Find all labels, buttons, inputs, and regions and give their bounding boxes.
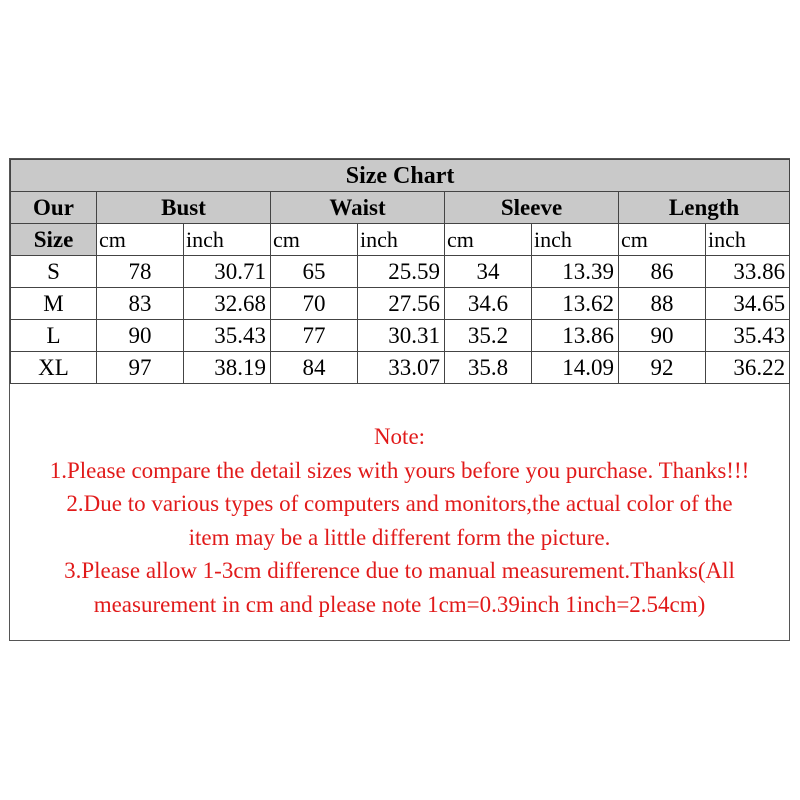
table-cell: 97 [97,352,184,384]
table-cell: 27.56 [358,288,445,320]
unit-label: cm [619,224,706,256]
table-cell: 35.8 [445,352,532,384]
note-line: 3.Please allow 1-3cm difference due to manual measurement.Thanks(All [64,558,735,583]
table-row [11,352,790,384]
table-cell: 83 [97,288,184,320]
size-chart-table [10,159,790,384]
table-cell: 34.65 [706,288,790,320]
unit-label: inch [706,224,790,256]
table-cell: 33.07 [358,352,445,384]
size-label: L [11,320,97,352]
size-label: S [11,256,97,288]
table-cell: 38.19 [184,352,271,384]
group-header-sleeve: Sleeve [445,192,619,224]
table-cell: 86 [619,256,706,288]
table-row [11,320,790,352]
unit-header-row [11,224,790,256]
table-row [11,256,790,288]
table-cell: 35.43 [184,320,271,352]
table-cell: 90 [97,320,184,352]
group-header-length: Length [619,192,790,224]
note-line: 2.Due to various types of computers and monitors,the actual color of the [66,491,733,516]
unit-label: cm [445,224,532,256]
note-line: measurement in cm and please note 1cm=0.39inch 1inch=2.54cm) [93,591,706,617]
table-cell: 36.22 [706,352,790,384]
table-cell: 35.2 [445,320,532,352]
group-header-row [11,192,790,224]
table-cell: 30.31 [358,320,445,352]
table-cell: 34 [445,256,532,288]
table-cell: 77 [271,320,358,352]
unit-label: cm [97,224,184,256]
table-cell: 35.43 [706,320,790,352]
table-cell: 13.62 [532,288,619,320]
table-cell: 65 [271,256,358,288]
group-header-waist: Waist [271,192,445,224]
size-label: M [11,288,97,320]
table-cell: 88 [619,288,706,320]
size-label: XL [11,352,97,384]
title-row [11,160,790,192]
table-cell: 34.6 [445,288,532,320]
note-line: item may be a little different form the picture. [188,524,611,550]
table-cell: 32.68 [184,288,271,320]
unit-label: inch [184,224,271,256]
table-cell: 14.09 [532,352,619,384]
size-header-size: Size [11,224,97,256]
table-cell: 84 [271,352,358,384]
unit-label: cm [271,224,358,256]
table-cell: 13.39 [532,256,619,288]
table-cell: 90 [619,320,706,352]
size-header-our: Our [11,192,97,224]
table-cell: 33.86 [706,256,790,288]
table-cell: 92 [619,352,706,384]
unit-label: inch [358,224,445,256]
table-cell: 13.86 [532,320,619,352]
table-title: Size Chart [11,160,790,192]
table-row [11,288,790,320]
table-cell: 70 [271,288,358,320]
note-line: 1.Please compare the detail sizes with yours before you purchase. Thanks!!! [49,457,750,483]
notes-heading: Note: [373,424,426,449]
table-cell: 25.59 [358,256,445,288]
notes-section [10,420,789,621]
unit-label: inch [532,224,619,256]
table-cell: 30.71 [184,256,271,288]
table-cell: 78 [97,256,184,288]
group-header-bust: Bust [97,192,271,224]
